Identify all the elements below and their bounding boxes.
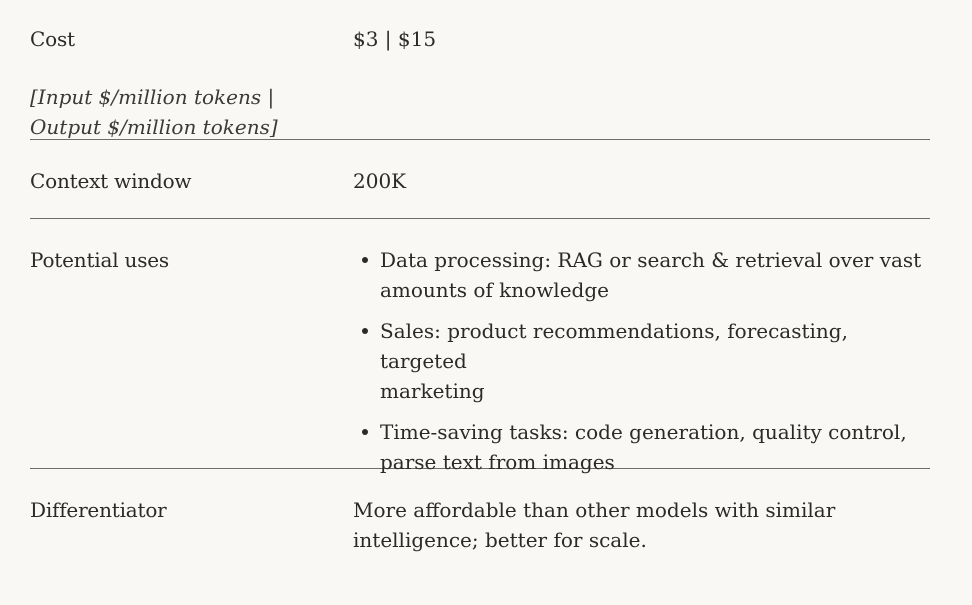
table-row-differentiator [30,469,930,580]
cost-label: Cost [30,27,75,51]
list-item [353,245,930,305]
model-spec-table [30,0,930,580]
label-cell [30,245,353,468]
value-cell [353,24,930,139]
label-cell [30,495,353,580]
value-cell [353,245,930,474]
list-item-line: amounts of knowledge [380,278,609,302]
list-item-line: Time-saving tasks: code generation, quality control, [380,420,907,444]
cost-value: $3 | $15 [353,27,437,51]
list-item [353,417,930,477]
bullet-icon [362,257,368,263]
differentiator-label: Differentiator [30,498,167,522]
table-row-cost [30,0,930,140]
cost-sublabel-line: Output $/million tokens] [30,115,278,139]
differentiator-value-line: More affordable than other models with similar [353,498,836,522]
label-cell [30,166,353,218]
value-cell [353,166,930,218]
value-cell [353,495,930,580]
cost-sublabel-line: [Input $/million tokens | [30,85,275,109]
potential-uses-label: Potential uses [30,248,169,272]
table-row-potential-uses [30,219,930,474]
list-item-line: parse text from images [380,450,615,474]
potential-uses-list [353,245,930,477]
table-row-context-window [30,140,930,219]
context-window-value: 200K [353,169,407,193]
list-item [353,316,930,406]
bullet-icon [362,328,368,334]
label-cell [30,24,353,139]
context-window-label: Context window [30,169,192,193]
cost-sublabel [30,82,353,142]
differentiator-value-line: intelligence; better for scale. [353,528,647,552]
list-item-line: Sales: product recommendations, forecasting, targeted [380,319,848,373]
bullet-icon [362,429,368,435]
list-item-line: Data processing: RAG or search & retrieval over vast [380,248,922,272]
list-item-line: marketing [380,379,485,403]
